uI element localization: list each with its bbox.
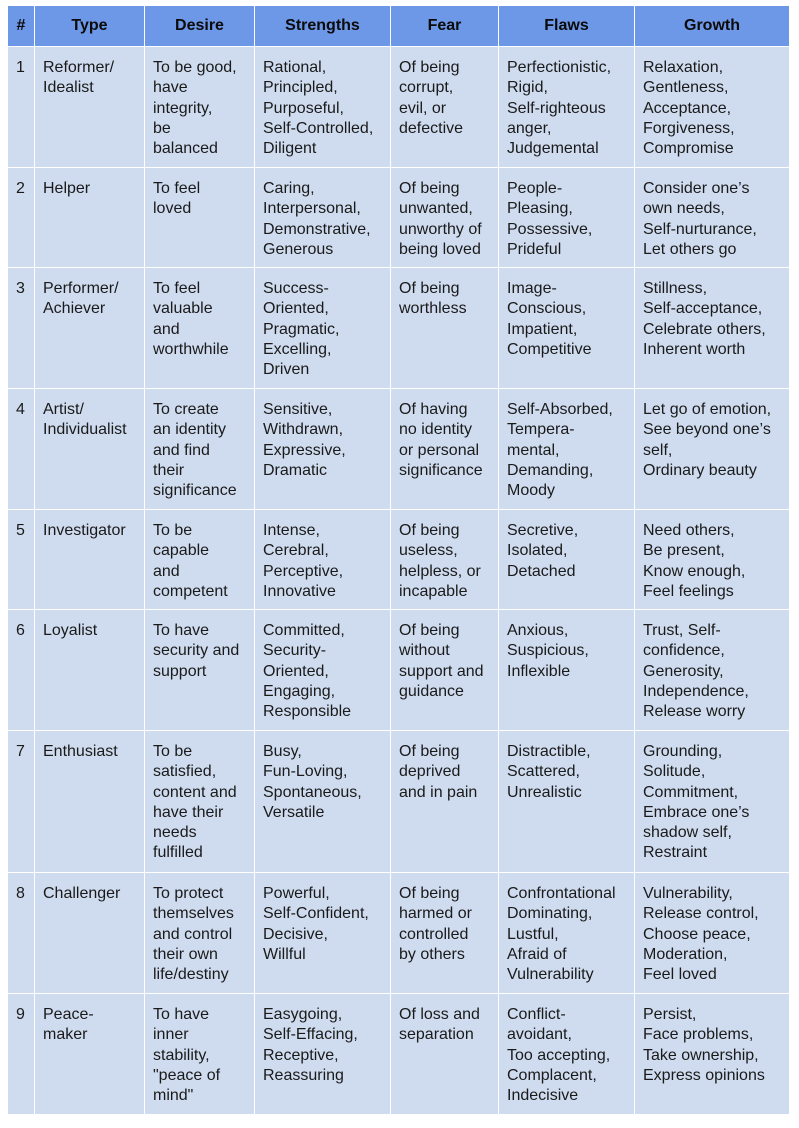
cell-desire: To have inner stability, "peace of mind": [145, 994, 255, 1115]
cell-growth: Persist, Face problems, Take ownership, Express opinions: [635, 994, 790, 1115]
cell-desire: To feel loved: [145, 168, 255, 268]
header-type: Type: [35, 6, 145, 47]
cell-num: 7: [8, 731, 35, 873]
cell-fear: Of being useless, helpless, or incapable: [391, 510, 499, 610]
cell-growth: Let go of emotion, See beyond one’s self, Ordinary beauty: [635, 389, 790, 510]
enneagram-table: [7, 5, 790, 1115]
cell-strengths: Sensitive, Withdrawn, Expressive, Dramatic: [255, 389, 391, 510]
cell-num: 5: [8, 510, 35, 610]
cell-flaws: Conflict- avoidant, Too accepting, Complacent, Indecisive: [499, 994, 635, 1115]
cell-flaws: Perfectionistic, Rigid, Self-righteous anger, Judgemental: [499, 47, 635, 168]
header-growth: Growth: [635, 6, 790, 47]
cell-fear: Of being harmed or controlled by others: [391, 873, 499, 994]
cell-num: 6: [8, 610, 35, 731]
cell-num: 8: [8, 873, 35, 994]
cell-strengths: Powerful, Self-Confident, Decisive, Willful: [255, 873, 391, 994]
cell-flaws: Secretive, Isolated, Detached: [499, 510, 635, 610]
cell-flaws: People- Pleasing, Possessive, Prideful: [499, 168, 635, 268]
cell-type: Reformer/ Idealist: [35, 47, 145, 168]
cell-strengths: Success- Oriented, Pragmatic, Excelling, Driven: [255, 268, 391, 389]
cell-type: Peace- maker: [35, 994, 145, 1115]
cell-strengths: Committed, Security- Oriented, Engaging, Responsible: [255, 610, 391, 731]
cell-type: Loyalist: [35, 610, 145, 731]
cell-num: 2: [8, 168, 35, 268]
cell-growth: Vulnerability, Release control, Choose peace, Moderation, Feel loved: [635, 873, 790, 994]
cell-growth: Trust, Self- confidence, Generosity, Independence, Release worry: [635, 610, 790, 731]
cell-type: Performer/ Achiever: [35, 268, 145, 389]
table-row: [8, 268, 790, 389]
cell-desire: To create an identity and find their significance: [145, 389, 255, 510]
table-row: [8, 168, 790, 268]
cell-strengths: Rational, Principled, Purposeful, Self-Controlled, Diligent: [255, 47, 391, 168]
cell-type: Investigator: [35, 510, 145, 610]
cell-fear: Of loss and separation: [391, 994, 499, 1115]
cell-num: 3: [8, 268, 35, 389]
cell-fear: Of being deprived and in pain: [391, 731, 499, 873]
cell-flaws: Self-Absorbed, Tempera- mental, Demanding, Moody: [499, 389, 635, 510]
table-row: [8, 994, 790, 1115]
table-row: [8, 873, 790, 994]
cell-num: 4: [8, 389, 35, 510]
cell-desire: To have security and support: [145, 610, 255, 731]
cell-strengths: Busy, Fun-Loving, Spontaneous, Versatile: [255, 731, 391, 873]
table-row: [8, 731, 790, 873]
cell-fear: Of having no identity or personal significance: [391, 389, 499, 510]
cell-type: Enthusiast: [35, 731, 145, 873]
cell-growth: Relaxation, Gentleness, Acceptance, Forgiveness, Compromise: [635, 47, 790, 168]
cell-desire: To be satisfied, content and have their needs fulfilled: [145, 731, 255, 873]
header-num: #: [8, 6, 35, 47]
cell-fear: Of being unwanted, unworthy of being loved: [391, 168, 499, 268]
header-row: [8, 6, 790, 47]
cell-type: Artist/ Individualist: [35, 389, 145, 510]
cell-growth: Stillness, Self-acceptance, Celebrate others, Inherent worth: [635, 268, 790, 389]
cell-growth: Need others, Be present, Know enough, Feel feelings: [635, 510, 790, 610]
cell-desire: To feel valuable and worthwhile: [145, 268, 255, 389]
cell-flaws: Confrontational Dominating, Lustful, Afraid of Vulnerability: [499, 873, 635, 994]
table-row: [8, 389, 790, 510]
cell-type: Helper: [35, 168, 145, 268]
cell-fear: Of being worthless: [391, 268, 499, 389]
cell-fear: Of being corrupt, evil, or defective: [391, 47, 499, 168]
header-fear: Fear: [391, 6, 499, 47]
header-flaws: Flaws: [499, 6, 635, 47]
cell-flaws: Anxious, Suspicious, Inflexible: [499, 610, 635, 731]
cell-desire: To be capable and competent: [145, 510, 255, 610]
cell-strengths: Intense, Cerebral, Perceptive, Innovative: [255, 510, 391, 610]
cell-growth: Grounding, Solitude, Commitment, Embrace one’s shadow self, Restraint: [635, 731, 790, 873]
table-row: [8, 610, 790, 731]
table-row: [8, 47, 790, 168]
cell-growth: Consider one’s own needs, Self-nurturance, Let others go: [635, 168, 790, 268]
cell-num: 9: [8, 994, 35, 1115]
cell-desire: To be good, have integrity, be balanced: [145, 47, 255, 168]
header-desire: Desire: [145, 6, 255, 47]
cell-flaws: Image- Conscious, Impatient, Competitive: [499, 268, 635, 389]
cell-fear: Of being without support and guidance: [391, 610, 499, 731]
table-row: [8, 510, 790, 610]
cell-desire: To protect themselves and control their own life/destiny: [145, 873, 255, 994]
cell-strengths: Easygoing, Self-Effacing, Receptive, Reassuring: [255, 994, 391, 1115]
cell-flaws: Distractible, Scattered, Unrealistic: [499, 731, 635, 873]
cell-type: Challenger: [35, 873, 145, 994]
header-strengths: Strengths: [255, 6, 391, 47]
cell-strengths: Caring, Interpersonal, Demonstrative, Generous: [255, 168, 391, 268]
cell-num: 1: [8, 47, 35, 168]
